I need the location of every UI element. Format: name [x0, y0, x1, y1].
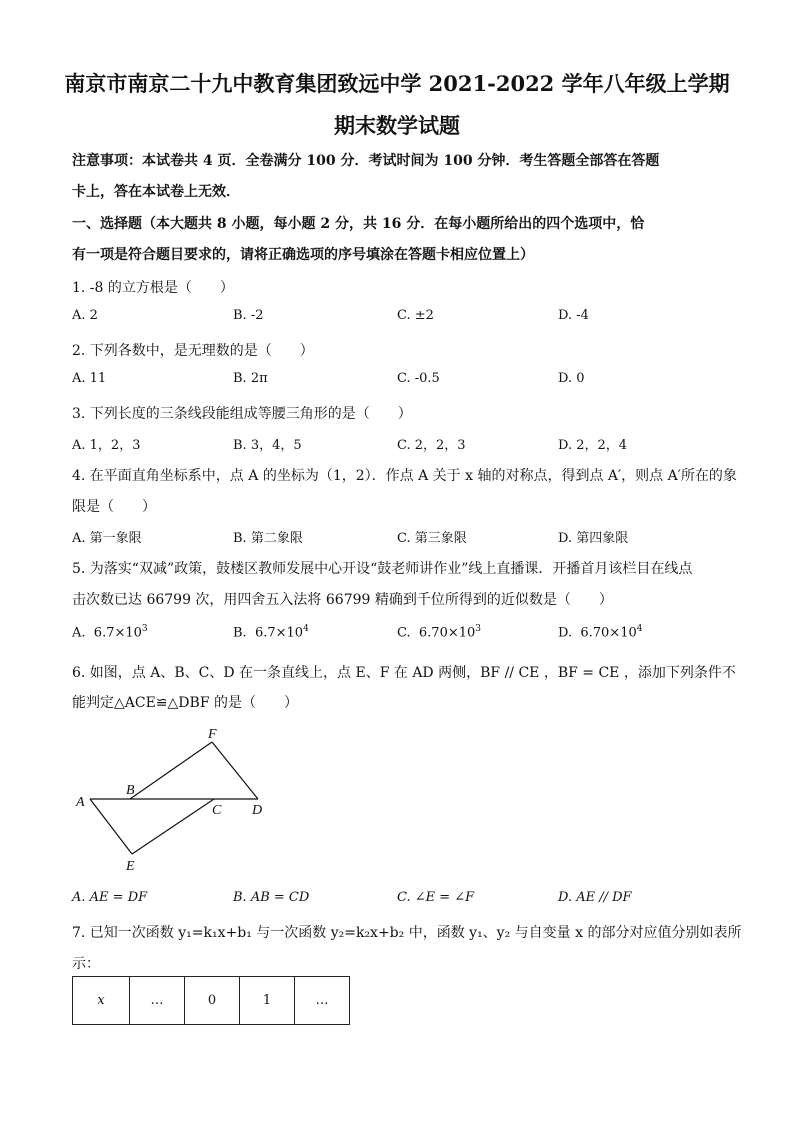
- q4-option-d: D. 第四象限: [558, 531, 629, 546]
- notice-line1: 注意事项：本试卷共 4 页．全卷满分 100 分．考试时间为 100 分钟．考生答题全部答在答题: [72, 153, 660, 169]
- q6-option-b: B. AB = CD: [233, 890, 310, 905]
- q4-option-c: C. 第三象限: [397, 531, 467, 546]
- segment-fd: [212, 742, 258, 799]
- section-heading-line1: 一、选择题（本大题共 8 小题，每小题 2 分，共 16 分．在每小题所给出的四个选项中，恰: [72, 216, 645, 232]
- label-b: B: [126, 783, 135, 798]
- q1-option-c: C. ±2: [397, 308, 434, 323]
- question-2-stem: 2. 下列各数中，是无理数的是（ ）: [72, 343, 314, 359]
- table-cell: 0: [185, 977, 240, 1025]
- q5-option-a: A. $6.7\times 10^3$: [72, 624, 148, 641]
- question-1-stem: 1. -8 的立方根是（ ）: [72, 280, 234, 296]
- q3-option-c: C. 2，2，3: [397, 438, 466, 453]
- q1-option-d: D. -4: [558, 308, 589, 323]
- q5-option-b: B. $6.7\times 10^4$: [233, 624, 309, 641]
- label-a: A: [76, 795, 85, 810]
- q4-option-b: B. 第二象限: [233, 531, 303, 546]
- q4-option-a: A. 第一象限: [72, 531, 142, 546]
- q2-option-c: C. -0.5: [397, 371, 440, 386]
- page-title-line2: 期末数学试题: [334, 113, 460, 138]
- section-heading-line2: 有一项是符合题目要求的，请将正确选项的序号填涂在答题卡相应位置上）: [72, 247, 534, 263]
- q5-option-c: C. $6.70\times 10^3$: [397, 624, 482, 641]
- q3-option-b: B. 3，4，5: [233, 438, 302, 453]
- q3-option-d: D. 2，2，4: [558, 438, 628, 453]
- question-6-stem-line1: 6. 如图，点 A、B、C、D 在一条直线上，点 E、F 在 AD 两侧，BF // CE ，BF = CE ，添加下列条件不: [72, 665, 736, 681]
- label-f: F: [208, 727, 217, 742]
- segment-bf: [130, 742, 212, 799]
- question-5-stem-line1: 5. 为落实“双减”政策，鼓楼区教师发展中心开设“鼓老师讲作业”线上直播课．开播首月该栏目在线点: [72, 561, 693, 577]
- notice-line2: 卡上，答在本试卷上无效．: [72, 184, 240, 200]
- q2-option-a: A. 11: [72, 371, 107, 386]
- value-table: [72, 976, 350, 1025]
- q2-option-b: B. 2π: [233, 371, 268, 386]
- question-4-stem-line1: 4. 在平面直角坐标系中，点 A 的坐标为（1，2）．作点 A 关于 x 轴的对称点，得到点 A′，则点 A′所在的象: [72, 468, 737, 484]
- table-cell: …: [295, 977, 350, 1025]
- question-6-stem-line2: 能判定△ACE≌△DBF 的是（ ）: [72, 695, 298, 711]
- q6-option-c: C. ∠E = ∠F: [397, 890, 475, 905]
- segment-ec: [132, 799, 214, 854]
- q2-option-d: D. 0: [558, 371, 585, 386]
- q1-option-b: B. -2: [233, 308, 264, 323]
- q6-option-a: A. AE = DF: [72, 890, 148, 905]
- table-cell: …: [130, 977, 185, 1025]
- geometry-figure: [60, 720, 280, 880]
- question-3-stem: 3. 下列长度的三条线段能组成等腰三角形的是（ ）: [72, 406, 412, 422]
- label-e: E: [126, 859, 135, 874]
- q5-option-d: D. $6.70\times 10^4$: [558, 624, 643, 641]
- label-c: C: [212, 803, 222, 818]
- page-title-line1: 南京市南京二十九中教育集团致远中学 2021-2022 学年八年级上学期: [64, 71, 730, 96]
- segment-ae: [90, 799, 132, 854]
- label-d: D: [252, 803, 263, 818]
- question-4-stem-line2: 限是（ ）: [72, 499, 156, 515]
- table-cell: x: [73, 977, 130, 1025]
- table-cell: 1: [240, 977, 295, 1025]
- table-row: [73, 977, 350, 1025]
- q6-option-d: D. AE // DF: [558, 890, 632, 905]
- question-7-stem-line2: 示：: [72, 956, 100, 972]
- q1-option-a: A. 2: [72, 308, 98, 323]
- q3-option-a: A. 1，2，3: [72, 438, 141, 453]
- question-5-stem-line2: 击次数已达 66799 次，用四舍五入法将 66799 精确到千位所得到的近似数是（ ）: [72, 592, 613, 608]
- question-7-stem-line1: 7. 已知一次函数 y₁=k₁x+b₁ 与一次函数 y₂=k₂x+b₂ 中，函数 y₁、y₂ 与自变量 x 的部分对应值分别如表所: [72, 925, 742, 941]
